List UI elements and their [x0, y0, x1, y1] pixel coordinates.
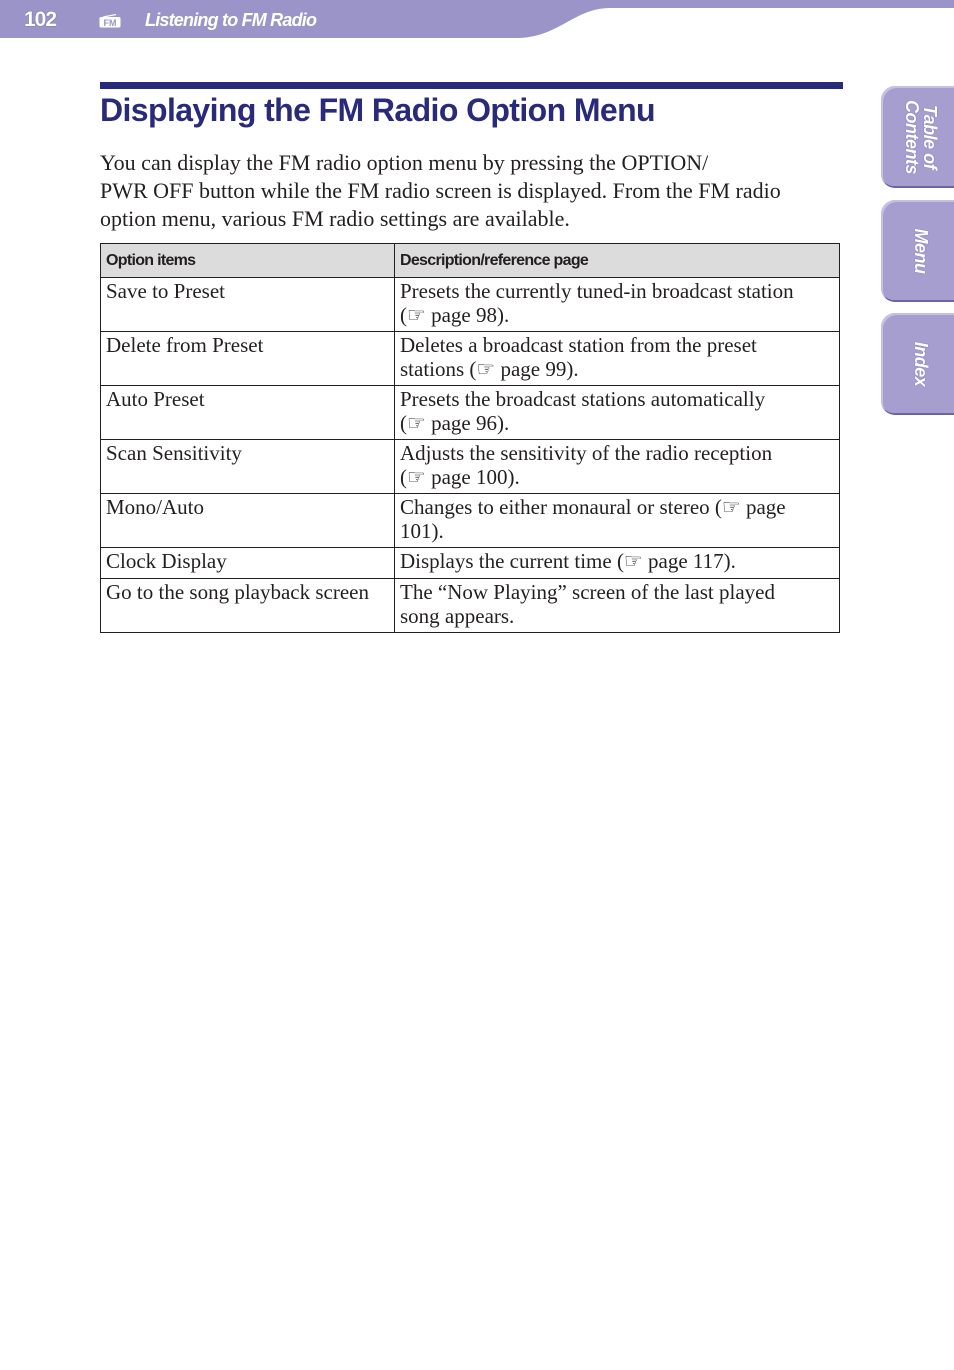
description-cell — [395, 278, 840, 332]
header-band-shape — [0, 0, 954, 40]
description-line[interactable]: Displays the current time (☞ page 117). — [400, 549, 736, 573]
description-line[interactable]: stations (☞ page 99). — [400, 357, 579, 381]
svg-text:FM: FM — [103, 18, 117, 28]
tab-label: Index — [911, 341, 931, 387]
description-cell — [395, 579, 840, 633]
description-line: Deletes a broadcast station from the preset — [400, 333, 757, 357]
tab-table-of-contents[interactable] — [881, 86, 954, 188]
intro-line: You can display the FM radio option menu by pressing the OPTION/ — [100, 150, 709, 175]
option-item-cell: Save to Preset — [101, 278, 395, 332]
description-line[interactable]: 101). — [400, 519, 444, 543]
tab-label — [903, 100, 939, 174]
description-cell — [395, 386, 840, 440]
table-row — [101, 278, 840, 332]
description-line: Presets the currently tuned-in broadcast station — [400, 279, 794, 303]
tab-label: Menu — [911, 228, 931, 274]
table-row — [101, 548, 840, 579]
description-line[interactable]: (☞ page 96). — [400, 411, 510, 435]
intro-line: option menu, various FM radio settings are available. — [100, 206, 570, 231]
header-band — [0, 0, 954, 40]
option-item-cell: Clock Display — [101, 548, 395, 579]
option-item-cell: Delete from Preset — [101, 332, 395, 386]
option-item-cell: Mono/Auto — [101, 494, 395, 548]
tab-label-line: Table of — [920, 104, 940, 170]
option-item-cell: Go to the song playback screen — [101, 579, 395, 633]
section-title: Listening to FM Radio — [145, 10, 317, 30]
column-header-option-items: Option items — [101, 244, 395, 278]
option-item-cell: Auto Preset — [101, 386, 395, 440]
intro-line: PWR OFF button while the FM radio screen is displayed. From the FM radio — [100, 178, 781, 203]
description-cell — [395, 548, 840, 579]
description-line: Adjusts the sensitivity of the radio reception — [400, 441, 773, 465]
fm-radio-icon — [99, 14, 121, 28]
column-header-description: Description/reference page — [395, 244, 840, 278]
tab-menu[interactable] — [881, 200, 954, 302]
table-header-row — [101, 244, 840, 278]
description-line: song appears. — [400, 604, 515, 628]
description-line: Presets the broadcast stations automatically — [400, 387, 766, 411]
page-number: 102 — [24, 8, 57, 31]
page-title: Displaying the FM Radio Option Menu — [100, 92, 655, 128]
table-row — [101, 332, 840, 386]
description-cell — [395, 494, 840, 548]
table-row — [101, 440, 840, 494]
description-line[interactable]: (☞ page 100). — [400, 465, 520, 489]
intro-paragraph — [100, 149, 840, 233]
description-cell — [395, 332, 840, 386]
tab-index[interactable] — [881, 313, 954, 415]
description-line[interactable]: (☞ page 98). — [400, 303, 510, 327]
title-rule — [100, 82, 843, 89]
tab-label-line: Contents — [902, 100, 922, 174]
description-cell — [395, 440, 840, 494]
description-line[interactable]: Changes to either monaural or stereo (☞ page — [400, 495, 786, 519]
table-row — [101, 494, 840, 548]
table-row — [101, 579, 840, 633]
option-item-cell: Scan Sensitivity — [101, 440, 395, 494]
table-row — [101, 386, 840, 440]
option-menu-table — [100, 243, 840, 633]
description-line: The “Now Playing” screen of the last played — [400, 580, 775, 604]
